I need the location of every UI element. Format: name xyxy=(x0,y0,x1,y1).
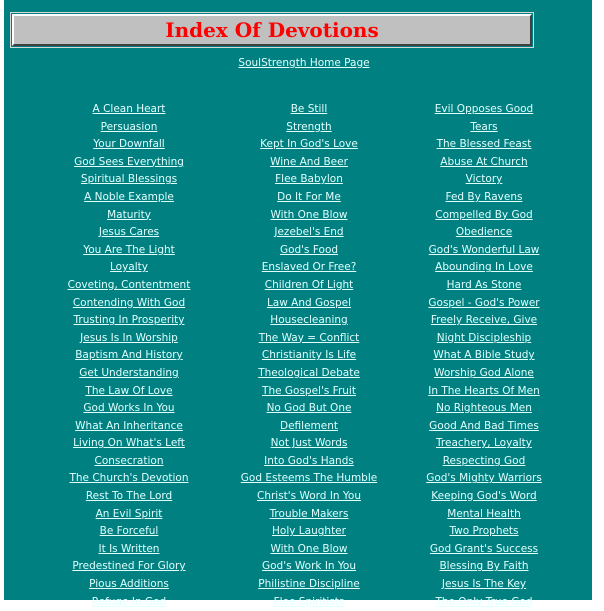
devotion-link[interactable]: Fed By Ravens xyxy=(445,190,523,203)
devotion-link[interactable]: God Esteems The Humble xyxy=(240,472,378,485)
devotion-link[interactable]: God Grant's Success xyxy=(429,542,539,555)
devotion-link[interactable]: Loyalty xyxy=(110,261,148,274)
devotion-link[interactable]: Coveting, Contentment xyxy=(67,278,191,291)
devotion-link[interactable]: Be Forceful xyxy=(99,525,159,538)
devotion-link[interactable]: Evil Opposes Good xyxy=(434,103,534,115)
devotion-link[interactable]: Into God's Hands xyxy=(264,454,354,467)
devotion-link[interactable]: What A Bible Study xyxy=(433,349,535,362)
devotion-link[interactable]: God's Wonderful Law xyxy=(428,243,540,256)
devotion-link[interactable]: Compelled By God xyxy=(435,208,533,221)
devotion-link[interactable]: Blessing By Faith xyxy=(439,560,529,573)
devotion-link[interactable]: The Gospel's Fruit xyxy=(262,384,356,397)
devotion-link[interactable]: Wine And Beer xyxy=(270,155,348,168)
devotion-link[interactable]: The Blessed Feast xyxy=(436,138,532,151)
devotion-link[interactable]: Refuge In God xyxy=(91,595,167,608)
devotion-link[interactable]: Freely Receive, Give xyxy=(430,314,538,327)
devotion-link[interactable]: Good And Bad Times xyxy=(429,419,539,432)
devotion-link[interactable]: Treachery, Loyalty xyxy=(436,437,532,450)
devotion-link[interactable]: Defilement xyxy=(280,419,338,432)
devotion-link[interactable]: God's Work In You xyxy=(261,560,357,573)
devotion-link[interactable]: Contending With God xyxy=(72,296,186,309)
devotion-link[interactable]: Strength xyxy=(286,120,332,133)
page-title: Index Of Devotions xyxy=(165,18,379,42)
home-page-link[interactable]: SoulStrength Home Page xyxy=(238,57,370,69)
devotion-link[interactable]: Spiritual Blessings xyxy=(80,173,178,186)
devotion-link[interactable]: Abounding In Love xyxy=(435,261,533,274)
devotion-link[interactable]: Tears xyxy=(470,120,498,133)
devotion-link[interactable]: Gospel - God's Power xyxy=(428,296,540,309)
devotion-link[interactable]: Philistine Discipline xyxy=(258,578,360,591)
devotion-link[interactable]: No God But One xyxy=(266,402,352,415)
devotion-link[interactable]: Respecting God xyxy=(442,454,526,467)
devotion-link[interactable]: Kept In God's Love xyxy=(260,138,358,151)
devotion-link[interactable]: Living On What's Left xyxy=(73,437,185,450)
devotion-link[interactable]: Holy Laughter xyxy=(272,525,346,538)
devotion-link[interactable]: Children Of Light xyxy=(264,278,354,291)
devotion-link[interactable]: Your Downfall xyxy=(93,138,165,151)
devotion-link[interactable]: You Are The Light xyxy=(83,243,175,256)
title-banner xyxy=(12,14,532,46)
devotion-link[interactable]: In The Hearts Of Men xyxy=(428,384,540,397)
devotion-link[interactable]: The Law Of Love xyxy=(85,384,173,397)
devotion-link[interactable]: Jesus Is In Worship xyxy=(80,331,178,344)
devotion-link[interactable]: No Righteous Men xyxy=(436,402,532,415)
devotion-link[interactable]: Pious Additions xyxy=(89,578,169,591)
devotion-link[interactable]: Obedience xyxy=(455,226,513,239)
devotion-column-1 xyxy=(29,101,229,611)
devotion-link[interactable]: Maturity xyxy=(107,208,151,221)
devotion-link[interactable]: Flee Babylon xyxy=(275,173,343,186)
devotion-link[interactable]: With One Blow xyxy=(270,208,348,221)
devotion-link[interactable]: It Is Written xyxy=(98,542,160,555)
devotion-link[interactable]: Flee Spiritists xyxy=(273,595,345,608)
devotion-link[interactable]: Housecleaning xyxy=(270,314,348,327)
devotion-link[interactable]: A Noble Example xyxy=(84,190,174,203)
devotion-link[interactable]: Night Discipleship xyxy=(436,331,532,344)
devotion-link[interactable]: Worship God Alone xyxy=(434,366,534,379)
devotion-link[interactable]: Victory xyxy=(465,173,503,186)
devotion-link[interactable]: Not Just Words xyxy=(270,437,348,450)
devotion-link[interactable]: Persuasion xyxy=(100,120,158,133)
devotion-column-3 xyxy=(384,101,584,611)
devotion-link[interactable]: Jesus Is The Key xyxy=(441,578,527,591)
devotion-link[interactable]: God's Mighty Warriors xyxy=(426,472,542,485)
devotion-link[interactable]: Christianity Is Life xyxy=(261,349,357,362)
devotion-link[interactable]: Be Still xyxy=(290,103,328,115)
devotion-link[interactable]: Abuse At Church xyxy=(440,155,528,168)
devotion-link[interactable]: The Only True God xyxy=(435,595,533,608)
devotion-link[interactable]: God Works In You xyxy=(83,402,175,415)
devotion-link[interactable]: Enslaved Or Free? xyxy=(261,261,357,274)
devotion-link[interactable]: Law And Gospel xyxy=(266,296,352,309)
devotion-link[interactable]: Consecration xyxy=(94,454,164,467)
devotion-link[interactable]: Jezebel's End xyxy=(274,226,344,239)
devotion-link[interactable]: God Sees Everything xyxy=(74,155,184,168)
devotion-link[interactable]: The Way = Conflict xyxy=(258,331,360,344)
devotion-link[interactable]: God's Food xyxy=(279,243,339,256)
devotion-link[interactable]: A Clean Heart xyxy=(92,103,166,115)
devotion-link[interactable]: Jesus Cares xyxy=(98,226,160,239)
devotion-link[interactable]: Baptism And History xyxy=(75,349,183,362)
devotion-link[interactable]: Two Prophets xyxy=(449,525,519,538)
page-background xyxy=(4,0,592,608)
devotion-link[interactable]: What An Inheritance xyxy=(75,419,183,432)
devotion-link[interactable]: Trouble Makers xyxy=(269,507,349,520)
devotion-link[interactable]: Rest To The Lord xyxy=(85,490,173,503)
devotion-link[interactable]: Christ's Word In You xyxy=(256,490,361,503)
devotion-link[interactable]: Trusting In Prosperity xyxy=(73,314,185,327)
devotion-column-2 xyxy=(209,101,409,611)
devotion-link[interactable]: Hard As Stone xyxy=(446,278,522,291)
devotion-link[interactable]: The Church's Devotion xyxy=(69,472,189,485)
devotion-link[interactable]: With One Blow xyxy=(270,542,348,555)
devotion-link[interactable]: Theological Debate xyxy=(258,366,360,379)
devotion-link[interactable]: An Evil Spirit xyxy=(95,507,163,520)
devotion-link[interactable]: Get Understanding xyxy=(79,366,179,379)
devotion-link[interactable]: Keeping God's Word xyxy=(431,490,537,503)
devotion-link[interactable]: Mental Health xyxy=(447,507,521,520)
devotion-link[interactable]: Predestined For Glory xyxy=(72,560,186,573)
devotion-link[interactable]: Do It For Me xyxy=(277,190,341,203)
